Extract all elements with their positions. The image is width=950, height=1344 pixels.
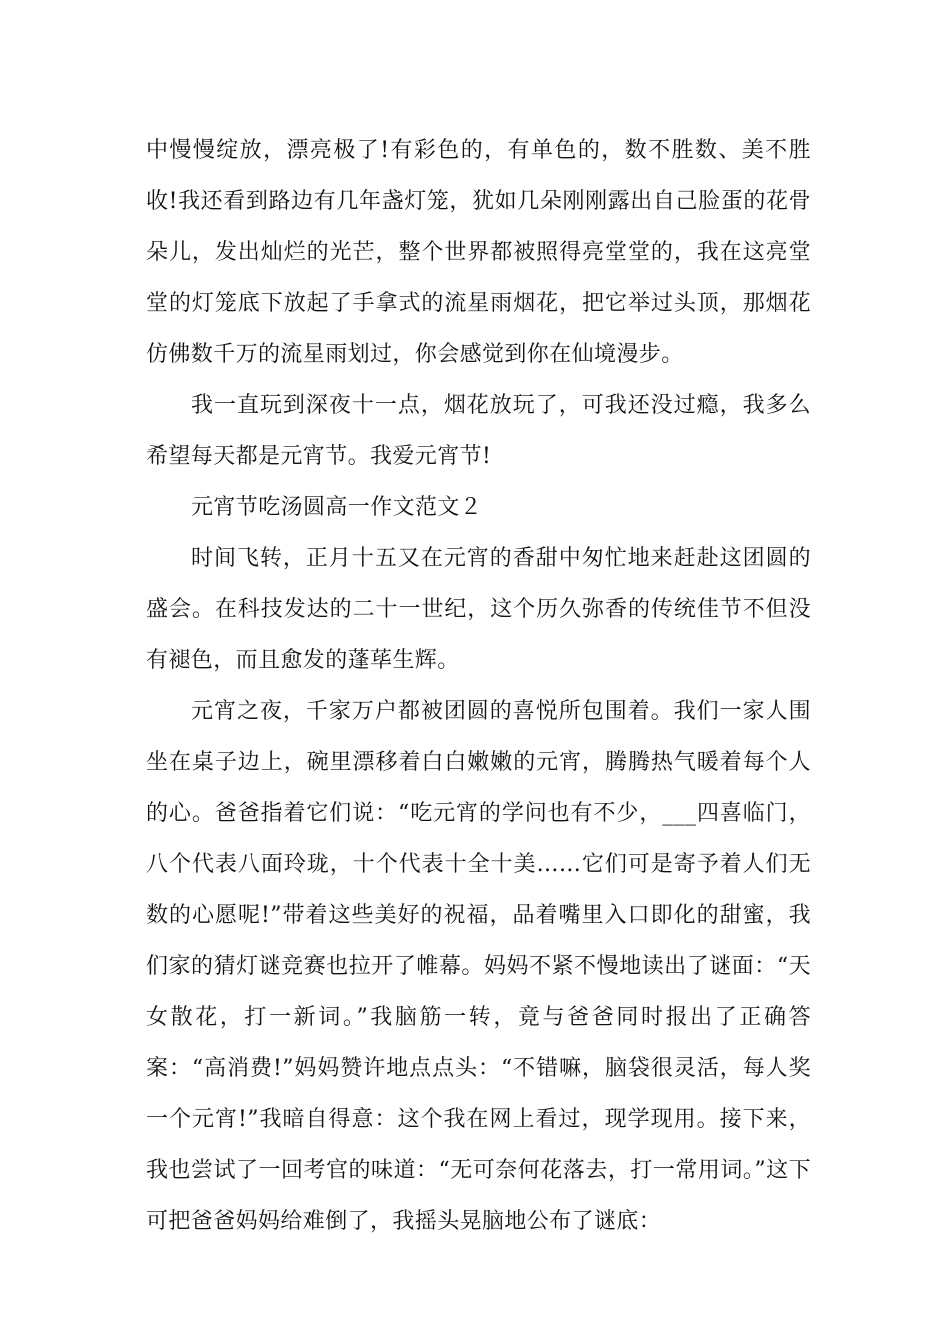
paragraph-fireworks-continued: 中慢慢绽放，漂亮极了!有彩色的，有单色的，数不胜数、美不胜收!我还看到路边有几年盏灯笼，犹如几朵刚刚露出自己脸蛋的花骨朵儿，发出灿烂的光芒，整个世界都被照得亮堂堂的，我在这亮堂堂的灯笼底下放起了手拿式的流星雨烟花，把它举过头顶，那烟花仿佛数千万的流星雨划过，你会感觉到你在仙境漫步。 (146, 138, 811, 367)
essay-title-2: 元宵节吃汤圆高一作文范文２ (191, 495, 483, 520)
paragraph-late-night: 我一直玩到深夜十一点，烟花放玩了，可我还没过瘾，我多么希望每天都是元宵节。我爱元宵节! (146, 393, 811, 469)
paragraph-lantern-night: 元宵之夜，千家万户都被团圆的喜悦所包围着。我们一家人围坐在桌子边上，碗里漂移着白白嫩嫩的元宵，腾腾热气暖着每个人的心。爸爸指着它们说：“吃元宵的学问也有不少，___四喜临门，八个代表八面玲珑，十个代表十全十美……它们可是寄予着人们无数的心愿呢!”带着这些美好的祝福，品着嘴里入口即化的甜蜜，我们家的猜灯谜竞赛也拉开了帷幕。妈妈不紧不慢地读出了谜面：“天女散花，打一新词。”我脑筋一转，竟与爸爸同时报出了正确答案：“高消费!”妈妈赞许地点点头：“不错嘛，脑袋很灵活，每人奖一个元宵!”我暗自得意：这个我在网上看过，现学现用。接下来，我也尝试了一回考官的味道：“无可奈何花落去，打一常用词。”这下可把爸爸妈妈给难倒了，我摇头晃脑地公布了谜底： (146, 699, 811, 1234)
document-body (146, 125, 811, 1247)
paragraph-time-flies: 时间飞转，正月十五又在元宵的香甜中匆忙地来赶赴这团圆的盛会。在科技发达的二十一世纪，这个历久弥香的传统佳节不但没有褪色，而且愈发的蓬荜生辉。 (146, 546, 811, 673)
